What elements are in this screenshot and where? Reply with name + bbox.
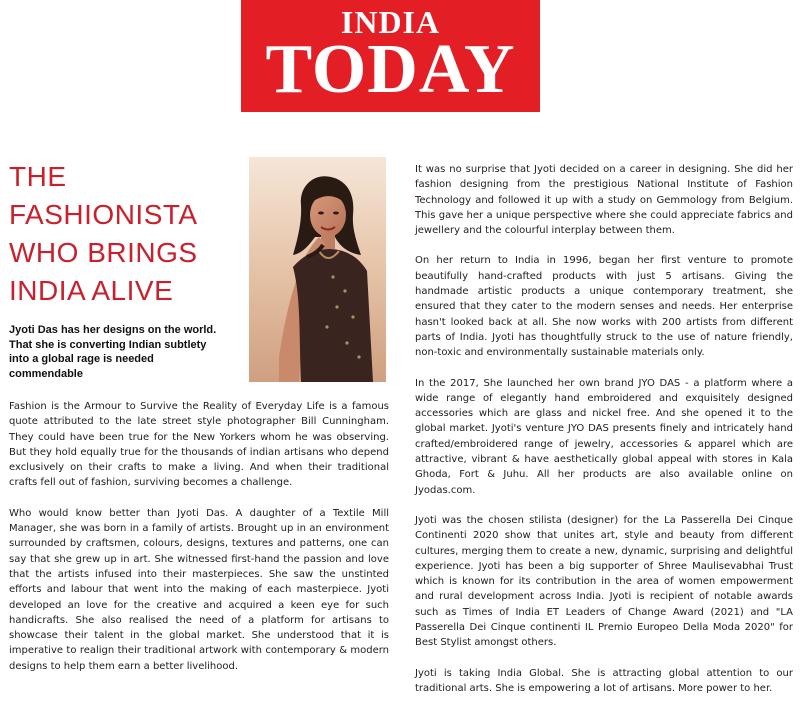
- article-left-column: [9, 399, 389, 689]
- headline-line: THE: [9, 161, 67, 192]
- body-paragraph: Who would know better than Jyoti Das. A daughter of a Textile Mill Manager, she was born in a family of artists. Brought up in an environment surrounded by craftsmen, colours, designs, textures and patterns, one can say that she grew up in art. She witnessed first-hand the passion and love that the artists infused into their masterpieces. She saw the unstinted efforts and labour that went into the making of each masterpiece. Jyoti developed an love for the creative and acquired a keen eye for such handicrafts. She also realised the need of a platform for artisans to showcase their talent in the global market. She understood that it is imperative to realign their traditional artwork with contemporary & modern designs to help them earn a better livelihood.: [9, 507, 389, 672]
- body-paragraph: It was no surprise that Jyoti decided on a career in designing. She did her fashion designing from the prestigious National Institute of Fashion Technology and followed it up with a study on Gemmology from Belgium. This gave her a unique perspective where she could appreciate fabrics and jewellery and the colourful interplay between them.: [415, 164, 793, 237]
- article-headline: [9, 158, 239, 310]
- body-paragraph: Jyoti was the chosen stilista (designer) for the La Passerella Dei Cinque Continenti 2020 show that unites art, style and beauty from different cultures, merging them to create a new, dynamic, surprising and delightful experience. Jyoti has been a big supporter of Shree Maulisevabhai Trust which is known for its contribution in the area of women empowerment and rural development across India. Jyoti is recipient of notable awards such as Times of India ET Leaders of Change Award (2021) and "LA Passerella Dei Cinque continenti IL Premio Europeo Della Moda 2020" for Best Stylist amongst others.: [415, 514, 793, 649]
- logo-line-today: TODAY: [265, 31, 516, 108]
- portrait-illustration: [249, 157, 386, 382]
- logo-line-india: INDIA: [340, 4, 441, 40]
- body-paragraph: On her return to India in 1996, began her first venture to promote beautifully hand-crafted products with just 5 artisans. Giving the handmade artistic products a unique contemporary treatment, she ensured that they cater to the modern senses and needs. Her enterprise hasn't looked back at all. She now works with 200 artists from different parts of India. Jyoti has thoughtfully struck to the use of nature friendly, non-toxic and environmentally sustainable materials only.: [415, 255, 793, 359]
- india-today-logo: [241, 0, 540, 112]
- headline-line: FASHIONISTA: [9, 199, 198, 230]
- headline-line: WHO BRINGS: [9, 237, 198, 268]
- body-paragraph: Jyoti is taking India Global. She is attracting global attention to our traditional arts. She is empowering a lot of artisans. More power to her.: [415, 667, 793, 694]
- article-standfirst: Jyoti Das has her designs on the world. That she is converting Indian subtlety into a global rage is needed commendable: [9, 324, 217, 380]
- portrait-photo: [249, 157, 386, 382]
- article-right-column: [415, 162, 793, 711]
- body-paragraph: Fashion is the Armour to Survive the Reality of Everyday Life is a famous quote attributed to the late street style photographer Bill Cunningham. They could have been true for the New Yorkers whom he was observing. But they hold equally true for the thousands of indian artisans who depend exclusively on their crafts to make a living. And when their traditional crafts fell out of fashion, surviving becomes a challenge.: [9, 401, 389, 489]
- body-paragraph: In the 2017, She launched her own brand JYO DAS - a platform where a wide range of elegantly hand embroidered and exquisitely designed accessories which are glass and nickel free. And she opened it to the global market. Jyoti's venture JYO DAS presents finely and intricately hand crafted/embroidered range of jewelry, accessories & apparel which are attractive, vibrant & have aesthetically global appeal with stores in Kala Ghoda, Fort & Juhu. All her products are also available online on Jyodas.com.: [415, 377, 793, 496]
- headline-line: INDIA ALIVE: [9, 275, 174, 306]
